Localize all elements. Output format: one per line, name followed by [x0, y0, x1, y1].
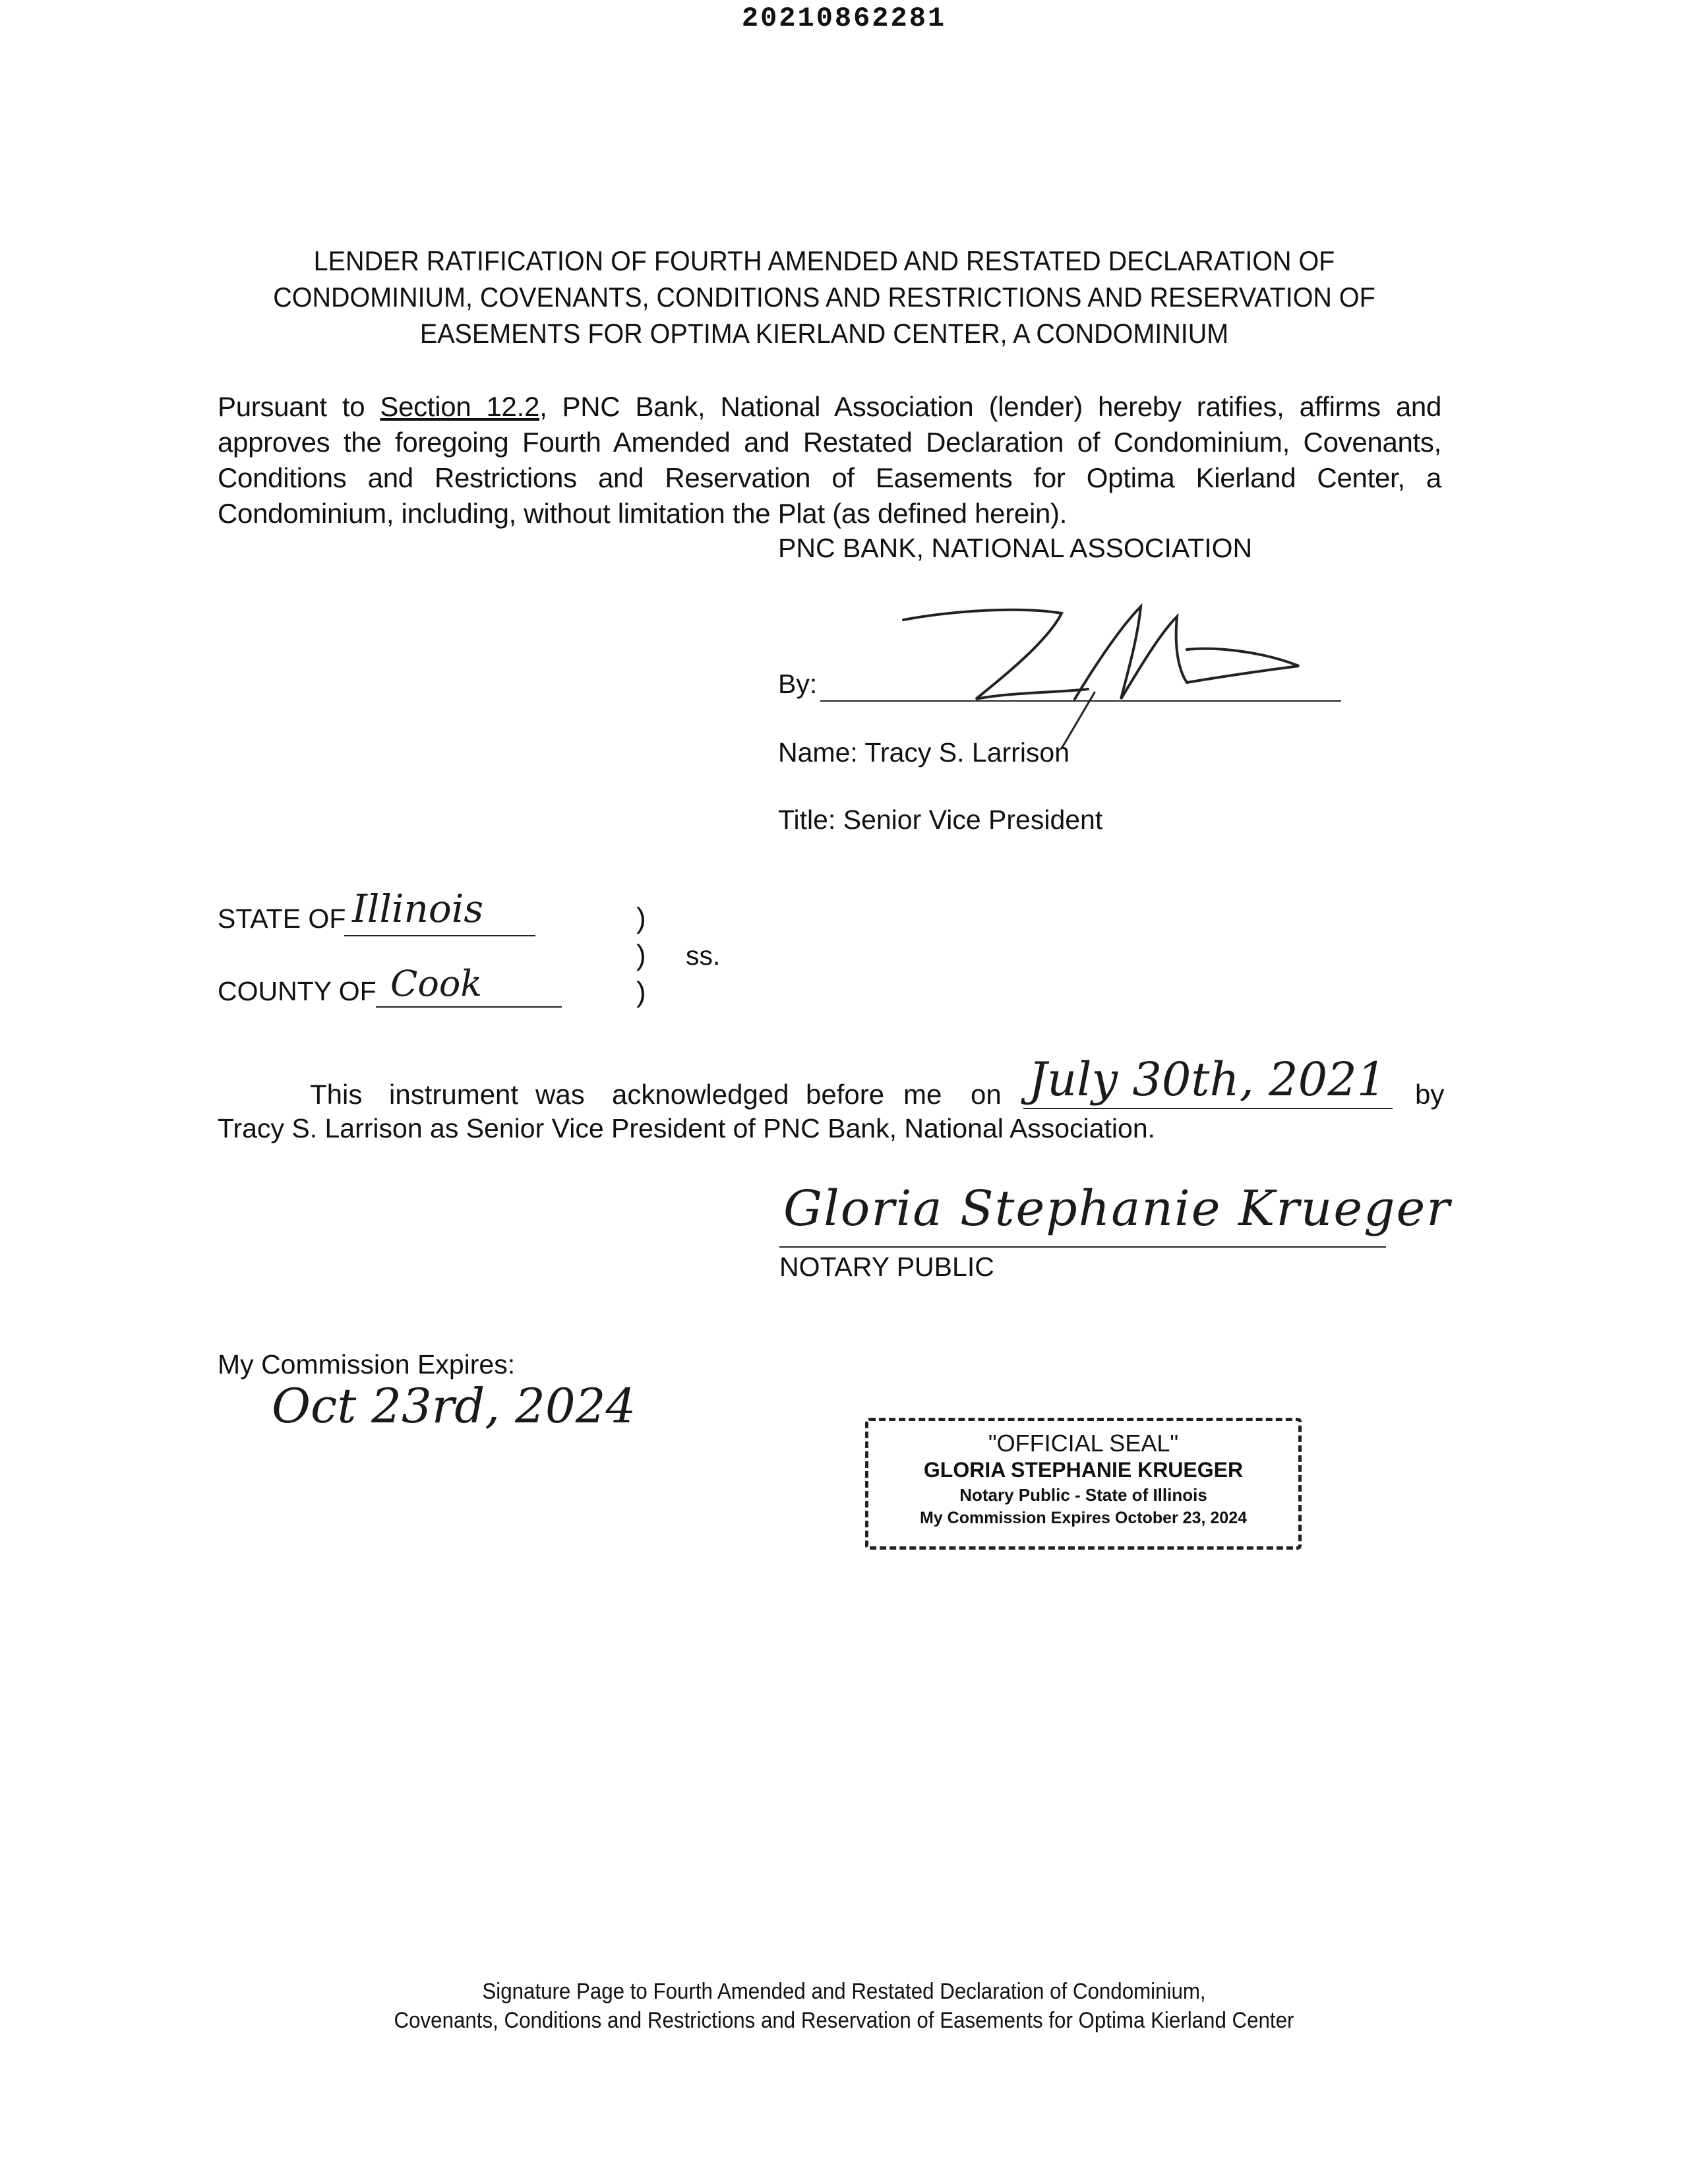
signer-title: Title: Senior Vice President	[778, 804, 1103, 835]
official-seal-stamp	[865, 1418, 1302, 1550]
footer-line: Covenants, Conditions and Restrictions and Reservation of Easements for Optima Kierland Center	[394, 2008, 1294, 2033]
signer-name: Name: Tracy S. Larrison	[778, 737, 1070, 768]
ack-word: was	[535, 1079, 585, 1110]
venue-paren: )	[636, 976, 646, 1008]
notary-label: NOTARY PUBLIC	[779, 1252, 994, 1282]
county-line	[376, 1006, 562, 1008]
paragraph-prefix: Pursuant to	[218, 391, 380, 422]
state-label: STATE OF	[218, 903, 346, 934]
title-line: LENDER RATIFICATION OF FOURTH AMENDED AND RESTATED DECLARATION OF	[313, 245, 1335, 276]
state-value: Illinois	[352, 886, 484, 931]
recording-number: 20210862281	[741, 3, 947, 34]
ack-word: acknowledged	[612, 1079, 789, 1110]
seal-state: Notary Public - State of Illinois	[959, 1485, 1207, 1505]
footer-line: Signature Page to Fourth Amended and Restated Declaration of Condominium,	[482, 1979, 1206, 2004]
section-reference: Section 12.2	[380, 391, 540, 422]
state-line	[344, 935, 535, 936]
venue-paren: )	[636, 939, 646, 971]
commission-label: My Commission Expires:	[218, 1349, 516, 1380]
title-line: EASEMENTS FOR OPTIMA KIERLAND CENTER, A CONDOMINIUM	[419, 318, 1229, 349]
ratification-paragraph	[218, 389, 1441, 531]
signatory-entity: PNC BANK, NATIONAL ASSOCIATION	[778, 533, 1253, 563]
acknowledgment-line-2: Tracy S. Larrison as Senior Vice President of PNC Bank, National Association.	[218, 1113, 1156, 1143]
notary-signature-line	[779, 1246, 1386, 1248]
by-label: By:	[778, 669, 818, 699]
notary-signature: Gloria Stephanie Krueger	[783, 1180, 1451, 1237]
ack-word: before	[806, 1079, 885, 1110]
document-title	[254, 243, 1395, 351]
footer-caption	[67, 1977, 1620, 2035]
venue-paren: )	[636, 902, 646, 934]
date-line	[1023, 1108, 1393, 1109]
seal-heading: "OFFICIAL SEAL"	[988, 1430, 1179, 1457]
acknowledgment-date: July 30th, 2021	[1029, 1052, 1387, 1107]
county-value: Cook	[390, 963, 483, 1004]
county-label: COUNTY OF	[218, 976, 377, 1006]
ss-label: ss.	[686, 940, 721, 971]
ack-word: on	[971, 1079, 1002, 1110]
paragraph-text: , PNC Bank, National Association (lender) hereby ratifies, affirms and approves the foregoing Fourth Amended and Restated Declaration of Condominium, Covenants, Conditions and Restrictions and Reservation of Easements for Optima Kierland Center, a Condominium, including, without limitation the Plat (as defined herein).	[218, 391, 1442, 529]
seal-expiration: My Commission Expires October 23, 2024	[919, 1509, 1248, 1527]
ack-by: by	[1415, 1079, 1445, 1110]
title-line: CONDOMINIUM, COVENANTS, CONDITIONS AND RESTRICTIONS AND RESERVATION OF	[273, 282, 1375, 313]
ack-word: This	[310, 1079, 363, 1110]
seal-notary-name: GLORIA STEPHANIE KRUEGER	[923, 1458, 1244, 1482]
ack-word: me	[903, 1079, 942, 1110]
commission-date: Oct 23rd, 2024	[272, 1378, 636, 1434]
ack-word: instrument	[389, 1079, 519, 1110]
